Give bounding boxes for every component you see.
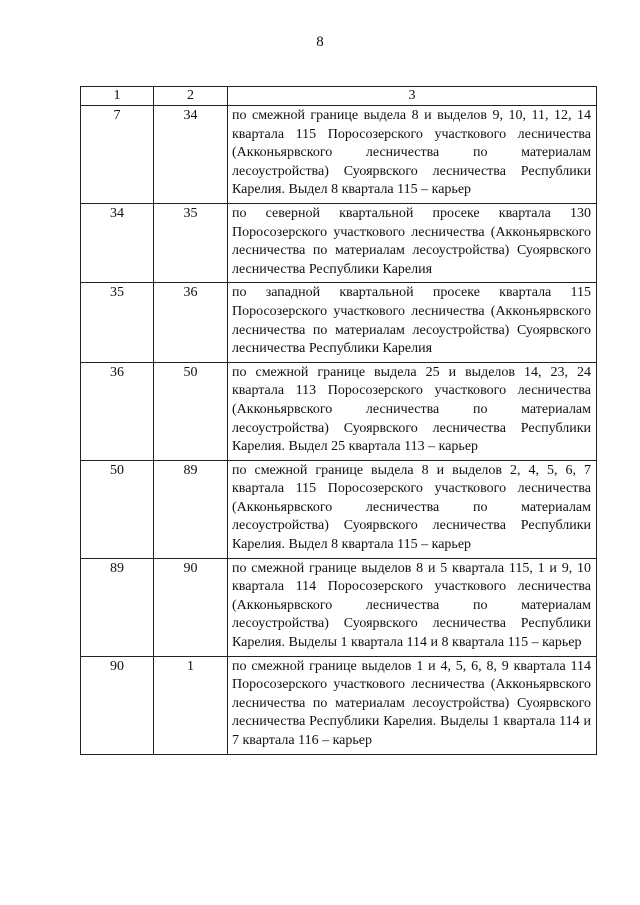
boundary-description-cell: по смежной границе выделов 1 и 4, 5, 6, 8, 9 квартала 114 Поросозерского участкового лесничества (Акконьярвского лесничества по материалам лесоустройства) Суоярвского лесничества Республики Карелия. Выделы 1 квартала 114 и 7 квартала 116 – карьер [228, 656, 597, 754]
point-from-cell: 36 [81, 362, 154, 460]
point-to-cell: 36 [154, 283, 228, 362]
page-number: 8 [316, 34, 324, 50]
boundary-description-cell: по смежной границе выдела 8 и выделов 9, 10, 11, 12, 14 квартала 115 Поросозерского участкового лесничества (Акконьярвского лесничества по материалам лесоустройства) Суоярвского лесничества Республики Карелия. Выдел 8 квартала 115 – карьер [228, 106, 597, 204]
point-from-cell: 7 [81, 106, 154, 204]
column-header-1: 1 [81, 87, 154, 106]
table-row [81, 203, 597, 282]
table-row [81, 362, 597, 460]
point-to-cell: 89 [154, 460, 228, 558]
point-from-cell: 35 [81, 283, 154, 362]
point-from-cell: 50 [81, 460, 154, 558]
point-to-cell: 34 [154, 106, 228, 204]
table-row [81, 656, 597, 754]
boundary-description-cell: по северной квартальной просеке квартала 130 Поросозерского участкового лесничества (Акконьярвского лесничества по материалам лесоустройства) Суоярвского лесничества Республики Карелия [228, 203, 597, 282]
point-from-cell: 90 [81, 656, 154, 754]
table-row [81, 460, 597, 558]
table-header-row [81, 87, 597, 106]
boundary-description-cell: по смежной границе выдела 8 и выделов 2, 4, 5, 6, 7 квартала 115 Поросозерского участкового лесничества (Акконьярвского лесничества по материалам лесоустройства) Суоярвского лесничества Республики Карелия. Выдел 8 квартала 115 – карьер [228, 460, 597, 558]
point-to-cell: 50 [154, 362, 228, 460]
boundary-description-cell: по смежной границе выделов 8 и 5 квартала 115, 1 и 9, 10 квартала 114 Поросозерского участкового лесничества (Акконьярвского лесничества по материалам лесоустройства) Суоярвского лесничества Республики Карелия. Выделы 1 квартала 114 и 8 квартала 115 – карьер [228, 558, 597, 656]
column-header-3: 3 [228, 87, 597, 106]
table-row [81, 283, 597, 362]
table-row [81, 558, 597, 656]
boundary-table [80, 86, 597, 755]
point-to-cell: 35 [154, 203, 228, 282]
point-from-cell: 89 [81, 558, 154, 656]
table-row [81, 106, 597, 204]
boundary-description-cell: по западной квартальной просеке квартала 115 Поросозерского участкового лесничества (Акконьярвского лесничества по материалам лесоустройства) Суоярвского лесничества Республики Карелия [228, 283, 597, 362]
point-to-cell: 1 [154, 656, 228, 754]
point-from-cell: 34 [81, 203, 154, 282]
boundary-description-cell: по смежной границе выдела 25 и выделов 14, 23, 24 квартала 113 Поросозерского участкового лесничества (Акконьярвского лесничества по материалам лесоустройства) Суоярвского лесничества Республики Карелия. Выдел 25 квартала 113 – карьер [228, 362, 597, 460]
point-to-cell: 90 [154, 558, 228, 656]
column-header-2: 2 [154, 87, 228, 106]
